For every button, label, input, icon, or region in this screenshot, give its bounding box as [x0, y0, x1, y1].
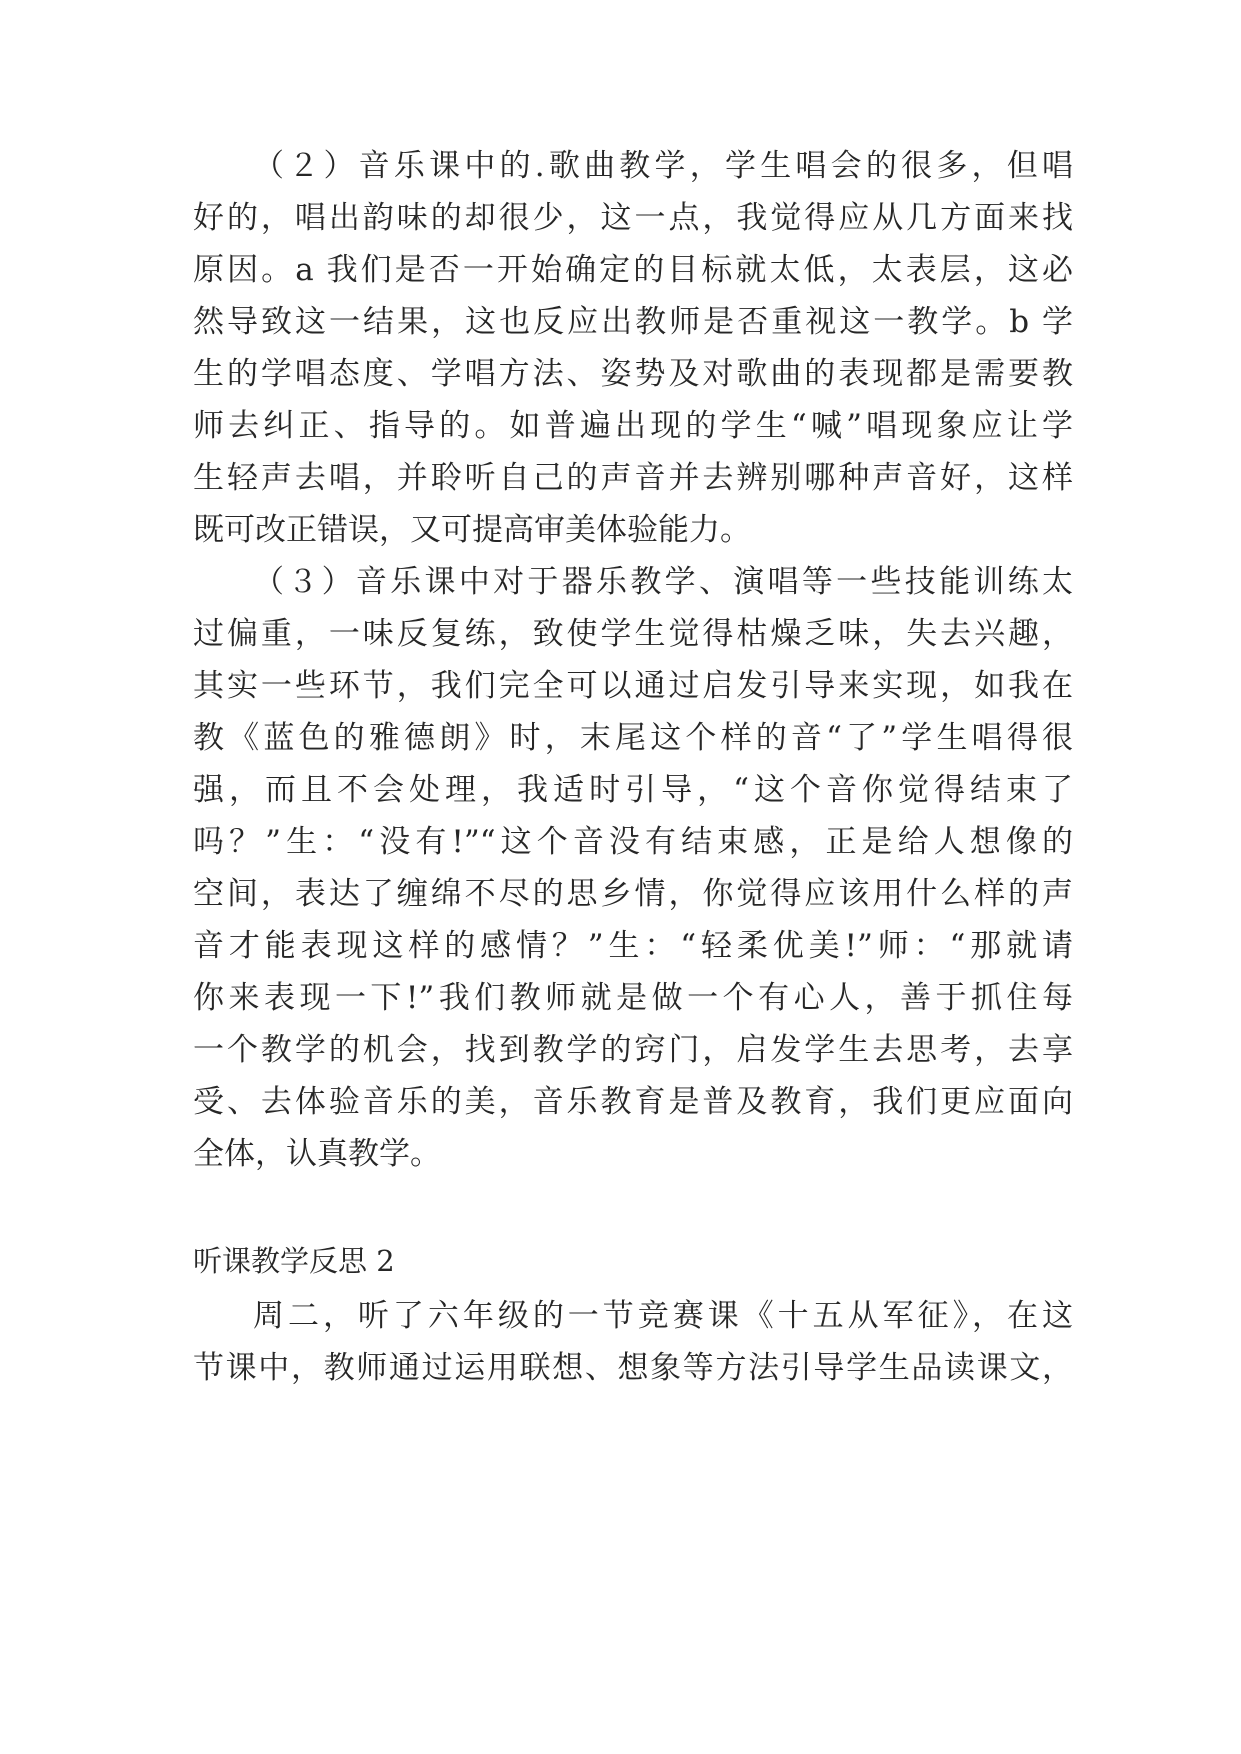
paragraph-line: 强，而且不会处理，我适时引导，“这个音你觉得结束了 [193, 772, 1073, 808]
paragraph-line: （２）音乐课中的.歌曲教学，学生唱会的很多，但唱 [253, 148, 1073, 184]
paragraph-line: 吗？”生：“没有!”“这个音没有结束感，正是给人想像的 [193, 824, 1073, 860]
paragraph-line: 好的，唱出韵味的却很少，这一点，我觉得应从几方面来找 [193, 200, 1073, 236]
paragraph-line: （３）音乐课中对于器乐教学、演唱等一些技能训练太 [253, 564, 1073, 600]
paragraph-line: 你来表现一下!”我们教师就是做一个有心人，善于抓住每 [193, 980, 1073, 1016]
paragraph-line: 全体，认真教学。 [193, 1136, 441, 1172]
paragraph-line: 音才能表现这样的感情？”生：“轻柔优美!”师：“那就请 [193, 928, 1073, 964]
paragraph-line: 其实一些环节，我们完全可以通过启发引导来实现，如我在 [193, 668, 1073, 704]
paragraph-line: 周二，听了六年级的一节竞赛课《十五从军征》，在这 [253, 1298, 1073, 1334]
paragraph-line: 既可改正错误，又可提高审美体验能力。 [193, 512, 751, 548]
paragraph-line: 师去纠正、指导的。如普遍出现的学生“喊”唱现象应让学 [193, 408, 1073, 444]
paragraph-line: 节课中，教师通过运用联想、想象等方法引导学生品读课文， [193, 1350, 1073, 1386]
paragraph-line: 一个教学的机会，找到教学的窍门，启发学生去思考，去享 [193, 1032, 1073, 1068]
paragraph-line: 受、去体验音乐的美，音乐教育是普及教育，我们更应面向 [193, 1084, 1073, 1120]
paragraph-line: 空间，表达了缠绵不尽的思乡情，你觉得应该用什么样的声 [193, 876, 1073, 912]
paragraph-line: 生的学唱态度、学唱方法、姿势及对歌曲的表现都是需要教 [193, 356, 1073, 392]
section-title: 听课教学反思 2 [193, 1244, 395, 1278]
paragraph-line: 教《蓝色的雅德朗》时，末尾这个样的音“了”学生唱得很 [193, 720, 1073, 756]
paragraph-line: 原因。a 我们是否一开始确定的目标就太低，太表层，这必 [193, 252, 1073, 288]
paragraph-line: 然导致这一结果，这也反应出教师是否重视这一教学。b 学 [193, 304, 1073, 340]
paragraph-line: 生轻声去唱，并聆听自己的声音并去辨别哪种声音好，这样 [193, 460, 1073, 496]
paragraph-line: 过偏重，一味反复练，致使学生觉得枯燥乏味，失去兴趣， [193, 616, 1073, 652]
